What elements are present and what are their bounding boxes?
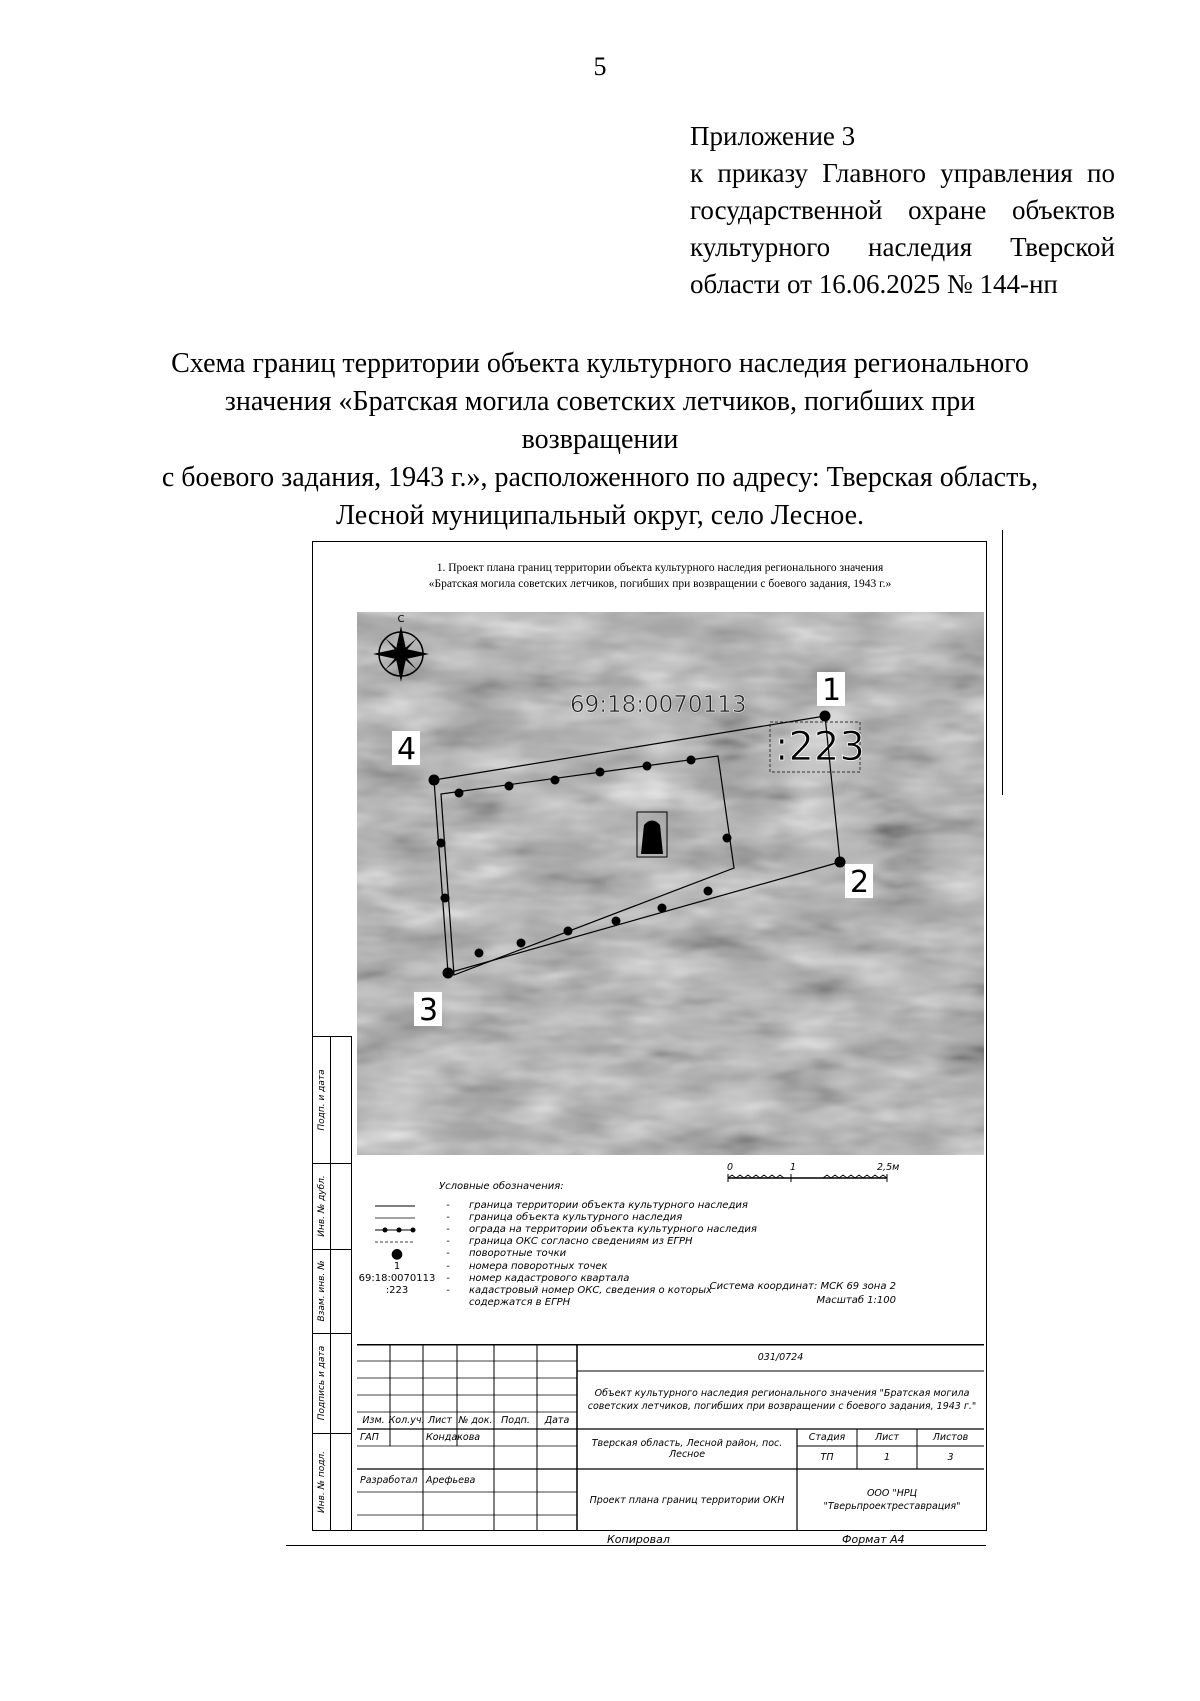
title-block [357,1344,984,1531]
title-line: Схема границ территории объекта культурного наследия регионального [171,348,1029,379]
appendix-line: к приказу Главного управления по [690,158,1115,188]
legend-row: 1 - номера поворотных точек [393,1261,608,1272]
title-line: Лесной муниципальный округ, село Лесное. [336,500,864,531]
col-header-sign: Подп. [501,1415,530,1426]
copied-by: Копировал [607,1533,670,1546]
strip-label-repl-inv: Взам. инв. № [313,1249,331,1333]
legend-row: :223 - кадастровый номер ОКС, сведения о которых [385,1285,713,1296]
scale-label-2: 2,5м [877,1162,900,1173]
strip-label-dup-inv: Инв. № дубл. [313,1163,331,1249]
approval-strip [312,1036,352,1531]
name-developer: Арефьева [426,1475,476,1486]
legend-row: - граница объекта культурного наследия [446,1212,683,1223]
bottom-rule [286,1545,986,1546]
appendix-line: культурного наследия Тверской [690,232,1115,262]
paper-format: Формат А4 [842,1533,905,1546]
appendix-block [690,118,1115,303]
scale-bar [727,1174,889,1182]
parcel-number-label: :223 [775,724,865,770]
appendix-line: области от 16.06.2025 № 144-нп [690,269,1058,299]
aerial-map [357,612,984,1155]
legend-title: Условные обозначения: [439,1181,564,1192]
object-name: Объект культурного наследия регионального значения "Братская могила советских летчиков, погибших при возвращении с боевого задания, 1943 г." [587,1388,977,1412]
cadastral-quarter-label: 69:18:0070113 [570,692,747,718]
plan-header-line: «Братская могила советских летчиков, погибших при возвращении с боевого задания, 1943 г.» [428,578,892,590]
plan-header [345,560,975,592]
col-header-list: Лист [427,1415,453,1426]
scale-label-0: 0 [727,1162,734,1173]
col-header-date: Дата [544,1415,570,1426]
strip-label-orig-inv: Инв. № подл. [313,1433,331,1530]
point-label-4: 4 [397,732,417,767]
stage-value: ТП [820,1452,834,1463]
col-header-izm: Изм. [362,1415,385,1426]
sheets-value: 3 [947,1452,954,1463]
location: Тверская область, Лесной район, пос. Лесное [591,1438,783,1460]
point-label-3: 3 [419,993,439,1028]
scale-label-1: 1 [790,1162,797,1173]
doc-code: 031/0724 [757,1352,804,1363]
page-number: 5 [593,52,607,81]
role-developer: Разработал [360,1475,418,1486]
margin-line [1002,530,1003,795]
title-line: значения «Братская могила советских летчиков, погибших при возвращении [224,386,976,455]
legend-row: ● - поворотные точки [390,1246,567,1262]
map-svg [357,612,984,1155]
appendix-line: Приложение 3 [690,121,856,151]
stage-label: Стадия [808,1432,846,1443]
plan-header-line: 1. Проект плана границ территории объекта культурного наследия регионального значения [436,562,884,574]
strip-label-signature-date: Подпись и дата [313,1333,331,1433]
sheet-label: Лист [874,1432,900,1443]
map-legend [357,1158,984,1343]
sheet-value: 1 [883,1452,891,1463]
organization: ООО "НРЦ "Тверьпроектреставрация" [823,1488,961,1512]
title-line: с боевого задания, 1943 г.», расположенного по адресу: Тверская область, [161,462,1039,493]
role-gap: ГАП [360,1432,379,1443]
col-header-doc: № док. [458,1415,493,1426]
legend-row: - ограда на территории объекта культурного наследия [357,1224,984,1236]
point-label-1: 1 [822,673,842,708]
gravestone-icon [641,821,663,855]
coordinate-info: Система координат: МСК 69 зона 2 Масштаб 1:100 [709,1281,896,1306]
name-gap: Кондакова [426,1432,481,1443]
sheet-title: Проект плана границ территории ОКН [589,1494,785,1506]
sheets-label: Листов [932,1432,969,1443]
document-title [150,345,1050,535]
point-label-2: 2 [850,865,870,900]
strip-label-sign-date: Подп. и дата [313,1037,331,1163]
appendix-line: государственной охране объектов [690,195,1115,225]
legend-row: 69:18:0070113 - номер кадастрового квартала [358,1273,630,1284]
legend-row: содержатся в ЕГРН [469,1297,571,1308]
col-header-kol: Кол.уч. [388,1415,425,1426]
svg-text:С: С [397,614,405,625]
legend-row: - граница ОКС согласно сведениям из ЕГРН [446,1236,693,1247]
legend-row: - граница территории объекта культурного наследия [446,1200,748,1211]
